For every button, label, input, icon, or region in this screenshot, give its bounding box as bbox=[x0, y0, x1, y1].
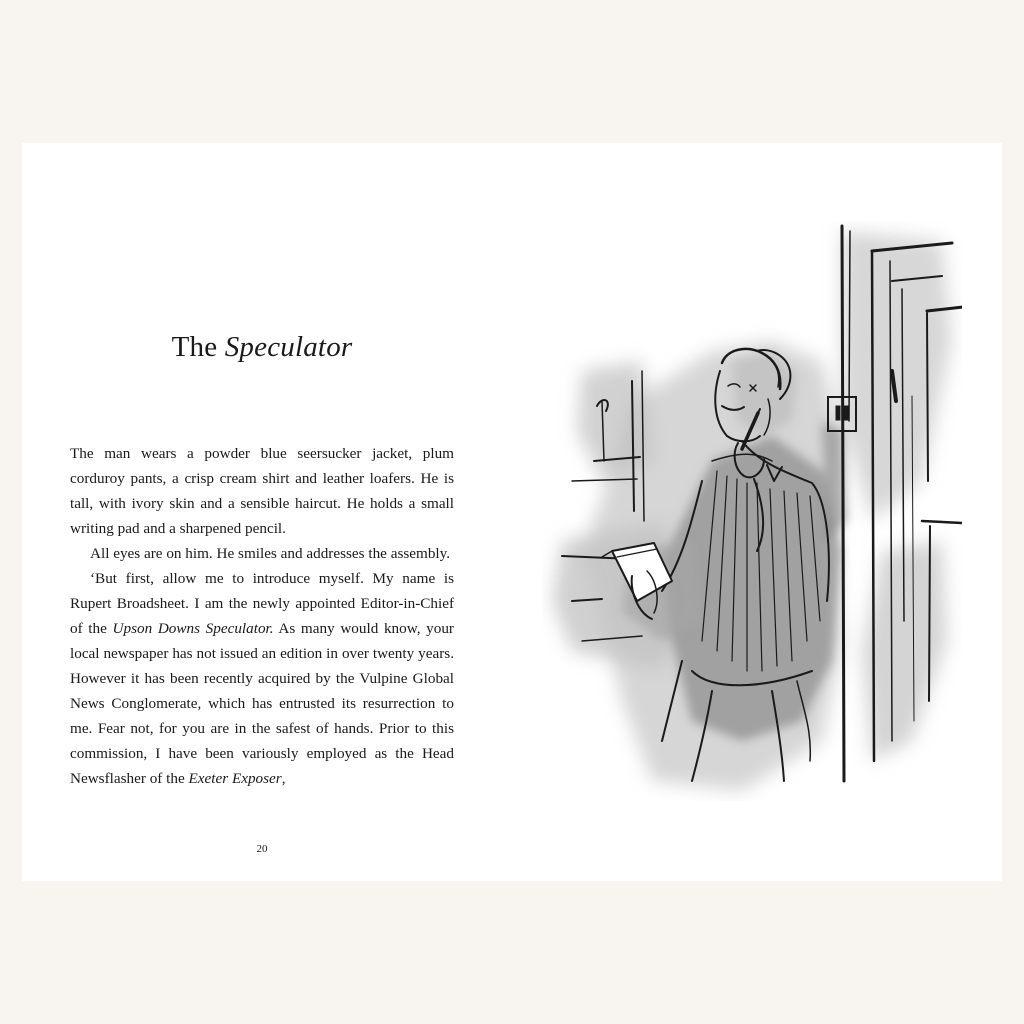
paragraph-3-part-3: , bbox=[281, 770, 286, 787]
paragraph-3-part-2: As many would know, your local newspaper has not issued an edition in over twenty years. However it has been recently acquired by the Vulpine Global News Conglomerate, which has entrusted its resurrection to me. Fear not, for you are in the safest of hands. Prior to this commission, I have been variously employed as the Head Newsflasher of the bbox=[70, 620, 454, 787]
illustration-man-with-notepad bbox=[542, 221, 962, 801]
newspaper-title: Upson Downs Speculator. bbox=[112, 620, 274, 637]
chapter-title-plain: The bbox=[171, 331, 218, 363]
paragraph-3 bbox=[70, 566, 454, 791]
body-text bbox=[70, 441, 454, 791]
paragraph-2: All eyes are on him. He smiles and addresses the assembly. bbox=[90, 545, 451, 562]
page-number: 20 bbox=[256, 843, 268, 855]
paragraph-1: The man wears a powder blue seersucker jacket, plum corduroy pants, a crisp cream shirt and leather loafers. He is tall, with ivory skin and a sensible haircut. He holds a small writing pad and a sharpened pencil. bbox=[70, 445, 454, 537]
exeter-exposer-title: Exeter Exposer bbox=[188, 770, 282, 787]
book-spread bbox=[22, 143, 1002, 881]
chapter-title-italic: Speculator bbox=[224, 331, 353, 363]
chapter-title bbox=[70, 329, 454, 365]
left-page bbox=[70, 143, 454, 881]
paragraph-3-part-1: ‘But first, allow me to introduce myself. My name is Rupert Broadsheet. I am the newly appointed Editor-in-Chief of the bbox=[70, 570, 454, 637]
